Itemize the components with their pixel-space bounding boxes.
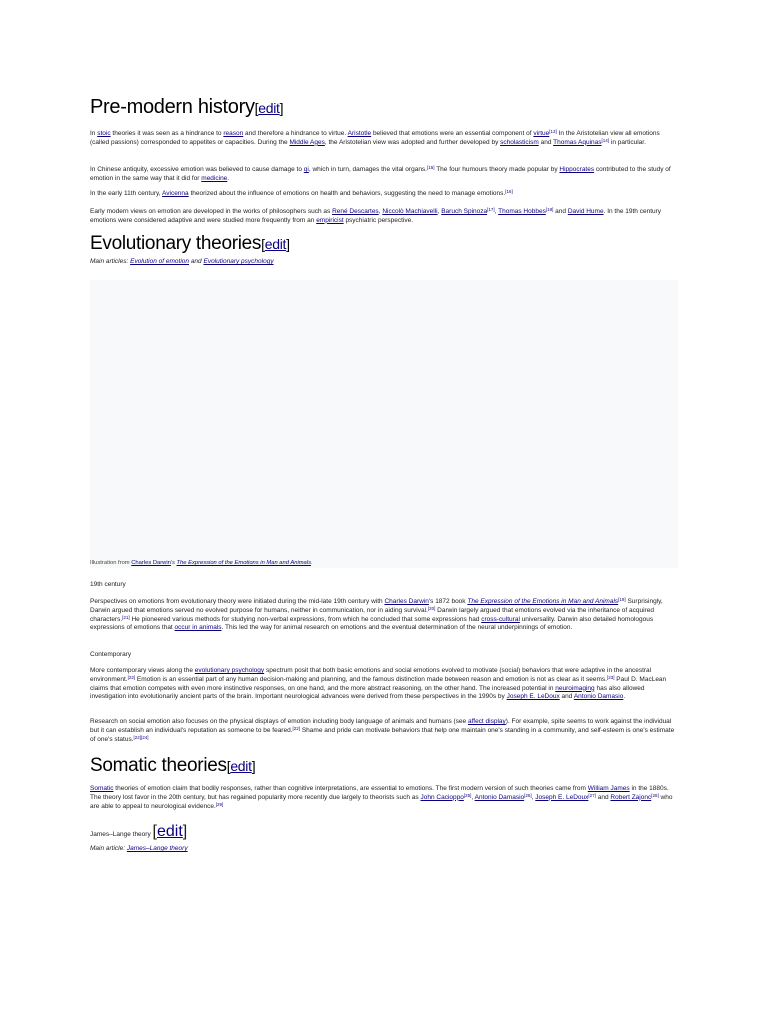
section-heading-evolutionary: Evolutionary theories[edit] xyxy=(90,233,290,254)
link-john-cacioppo[interactable]: John Cacioppo xyxy=(420,793,464,801)
paragraph-evolutionary-2: More contemporary views along the evolutionary psychology spectrum posit that both basic emotions and social emotions evolved to motivate (social) behaviors that were adaptive in the ancestral environment.[22] Emotion is an essential part of any human decision-making and planning, and the famous distinction made between reason and emotion is not as clear as it seems.[23] Paul D. MacLean claims that emotion competes with even more instinctive responses, on one hand, and the more abstract reasoning, on the other hand. The increased potential in neuroimaging has also allowed investigation into evolutionarily ancient parts of the brain. Important neurological advances were derived from these perspectives in the 1990s by Joseph E. LeDoux and Antonio Damasio. xyxy=(90,667,667,701)
paragraph-premodern-3: In the early 11th century, Avicenna theorized about the influence of emotions on health and behaviors, suggesting the need to manage emotions.[16] xyxy=(90,189,513,197)
citation[interactable]: [29] xyxy=(215,801,224,807)
link-middle-ages[interactable]: Middle Ages xyxy=(289,138,325,146)
citation[interactable]: [23] xyxy=(606,674,615,680)
link-medicine[interactable]: medicine xyxy=(201,174,228,182)
section-heading-somatic: Somatic theories[edit] xyxy=(90,755,256,776)
link-joseph-ledoux[interactable]: Joseph E. LeDoux xyxy=(506,693,560,701)
citation[interactable]: [19] xyxy=(618,597,626,602)
hatnote-evolutionary: Main articles: Evolution of emotion and Evolutionary psychology xyxy=(90,258,274,265)
citation[interactable]: [20] xyxy=(427,605,436,611)
edit-link[interactable]: edit xyxy=(230,758,252,774)
paragraph-premodern-4: Early modern views on emotion are developed in the works of philosophers such as René Descartes, Niccolò Machiavelli, Baruch Spinoza[17], Thomas Hobbes[18] and David Hume. In the 19th century emotions were considered adaptive and were studied more frequently from an empiricist psychiatric perspective. xyxy=(90,207,662,224)
paragraph-premodern-2: In Chinese antiquity, excessive emotion was believed to cause damage to qi, which in turn, damages the vital organs.[15] The four humours theory made popular by Hippocrates contributed to the study of emotion in the same way that it did for medicine. xyxy=(90,165,671,182)
link-evolution-of-emotion[interactable]: Evolution of emotion xyxy=(130,258,190,265)
link-antonio-damasio[interactable]: Antonio Damasio xyxy=(474,793,525,801)
section-title: Somatic theories xyxy=(90,755,227,776)
subheading-title: James–Lange theory xyxy=(90,831,151,838)
citation[interactable]: [26] xyxy=(524,792,532,798)
figure-image-placeholder[interactable] xyxy=(90,280,678,568)
link-william-james[interactable]: William James xyxy=(587,785,630,792)
link-expression-of-emotions[interactable]: The Expression of the Emotions in Man and Animals xyxy=(176,560,311,566)
subheading-19th-century: 19th century xyxy=(90,581,126,588)
link-virtue[interactable]: virtue xyxy=(533,130,550,137)
link-qi[interactable]: qi xyxy=(303,166,309,173)
link-stoic[interactable]: stoic xyxy=(97,130,111,137)
link-scholasticism[interactable]: scholasticism xyxy=(500,138,539,146)
figure-caption: Illustration from Charles Darwin's The Expression of the Emotions in Man and Animals. xyxy=(90,560,313,566)
citation[interactable]: [25] xyxy=(463,792,472,798)
subheading-james-lange: James–Lange theory [edit] xyxy=(90,823,188,840)
section-heading-premodern: Pre-modern history[edit] xyxy=(90,96,284,118)
edit-link[interactable]: edit xyxy=(258,100,280,116)
link-affect-display[interactable]: affect display xyxy=(467,718,506,725)
section-title: Evolutionary theories xyxy=(90,233,262,254)
citation[interactable]: [28] xyxy=(651,792,659,798)
link-neuroimaging[interactable]: neuroimaging xyxy=(555,684,595,692)
link-charles-darwin[interactable]: Charles Darwin xyxy=(384,598,429,605)
link-hobbes[interactable]: Thomas Hobbes xyxy=(498,208,546,215)
link-spinoza[interactable]: Baruch Spinoza xyxy=(441,208,488,215)
paragraph-evolutionary-1: Perspectives on emotions from evolutionary theory were initiated during the mid-late 19th century with Charles Darwin's 1872 book The Expression of the Emotions in Man and Animals[19] Surprisingly, Darwin argued that emotions served no evolved purpose for humans, neither in communication, nor in aiding survival.[20] Darwin largely argued that emotions evolved via the inheritance of acquired characters.[21] He pioneered various methods for studying non-verbal expressions, from which he concluded that some expressions had cross-cultural universality. Darwin also detailed homologous expressions of emotions that occur in animals. This led the way for animal research on emotions and the eventual determination of the neural underpinnings of emotion. xyxy=(90,597,663,632)
link-avicenna[interactable]: Avicenna xyxy=(162,190,189,197)
citation[interactable]: [16] xyxy=(505,189,513,194)
link-expression-of-emotions[interactable]: The Expression of the Emotions in Man and Animals xyxy=(467,598,619,605)
link-antonio-damasio[interactable]: Antonio Damasio xyxy=(573,693,624,701)
section-title: Pre-modern history xyxy=(90,96,255,118)
citation[interactable]: [18] xyxy=(545,207,554,212)
citation[interactable]: [15] xyxy=(427,165,435,170)
link-charles-darwin[interactable]: Charles Darwin xyxy=(131,560,171,566)
link-hippocrates[interactable]: Hippocrates xyxy=(559,166,595,173)
citation[interactable]: [22] xyxy=(127,674,136,680)
link-james-lange-theory[interactable]: James–Lange theory xyxy=(126,845,188,852)
link-evolutionary-psychology[interactable]: evolutionary psychology xyxy=(194,667,265,674)
citation[interactable]: [13] xyxy=(549,129,557,134)
link-occur-in-animals[interactable]: occur in animals xyxy=(174,624,222,632)
link-reason[interactable]: reason xyxy=(223,130,244,137)
link-aristotle[interactable]: Aristotle xyxy=(347,130,372,137)
citation[interactable]: [22] xyxy=(292,725,301,731)
citation[interactable]: [21] xyxy=(122,614,130,620)
paragraph-premodern-1: In stoic theories it was seen as a hindrance to reason and therefore a hindrance to virtue. Aristotle believed that emotions were an essential component of virtue[13] In the Aristotelian view all emotions (called passions) corresponded to appetites or capacities. During the Middle Ages, the Aristotelian view was adopted and further developed by scholasticism and Thomas Aquinas[14] in particular. xyxy=(90,129,660,146)
link-machiavelli[interactable]: Niccolò Machiavelli xyxy=(382,208,438,215)
citation[interactable]: [17] xyxy=(487,207,495,212)
edit-link[interactable]: edit xyxy=(156,823,183,840)
edit-link[interactable]: edit xyxy=(264,236,287,252)
link-joseph-ledoux[interactable]: Joseph E. LeDoux xyxy=(535,793,589,801)
link-somatic[interactable]: Somatic xyxy=(90,785,114,792)
link-descartes[interactable]: René Descartes xyxy=(332,208,379,215)
citation[interactable]: [22][24] xyxy=(133,734,149,740)
hatnote-james-lange: Main article: James–Lange theory xyxy=(90,845,188,852)
link-empiricist[interactable]: empiricist xyxy=(316,216,344,224)
citation[interactable]: [14] xyxy=(601,137,610,143)
paragraph-somatic-1: Somatic theories of emotion claim that bodily responses, rather than cognitive interpretations, are essential to emotions. The first modern version of such theories came from William James in the 1880s. The theory lost favor in the 20th century, but has regained popularity more recently due largely to theorists such as John Cacioppo[25], Antonio Damasio[26], Joseph E. LeDoux[27] and Robert Zajonc[28] who are able to appeal to neurological evidence.[29] xyxy=(90,785,673,810)
paragraph-evolutionary-3: Research on social emotion also focuses on the physical displays of emotion including body language of animals and humans (see affect display). For example, spite seems to work against the individual but it can establish an individual's reputation as someone to be feared.[22] Shame and pride can motivate behaviors that help one maintain one's standing in a community, and self-esteem is one's estimate of one's status.[22][24] xyxy=(90,718,675,743)
link-robert-zajonc[interactable]: Robert Zajonc xyxy=(610,793,652,801)
citation[interactable]: [27] xyxy=(588,792,596,798)
link-cross-cultural[interactable]: cross-cultural xyxy=(481,615,520,623)
link-evolutionary-psychology[interactable]: Evolutionary psychology xyxy=(203,258,274,265)
subheading-contemporary: Contemporary xyxy=(90,651,132,658)
link-hume[interactable]: David Hume xyxy=(567,208,604,215)
link-thomas-aquinas[interactable]: Thomas Aquinas xyxy=(553,138,602,146)
